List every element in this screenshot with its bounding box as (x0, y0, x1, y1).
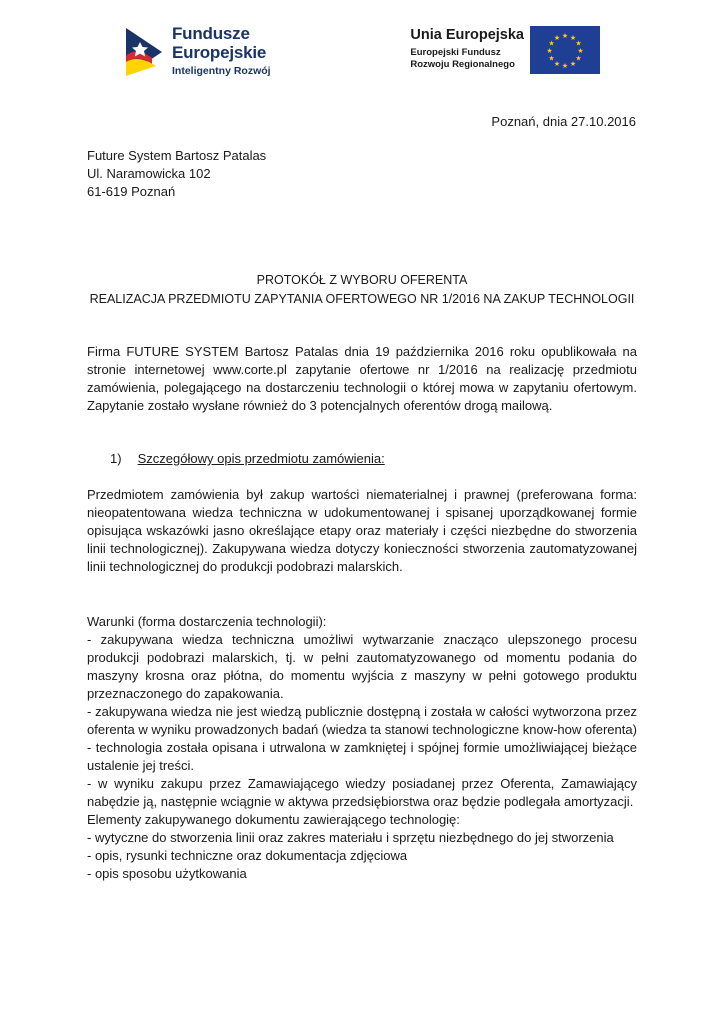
sender-address (87, 147, 266, 201)
intro-paragraph: Firma FUTURE SYSTEM Bartosz Patalas dnia 19 października 2016 roku opublikowała na stronie internetowej www.corte.pl zapytanie ofertowe nr 1/2016 na realizację przedmiotu zamówienia, polegającego na dostarczeniu technologii o której mowa w zapytaniu ofertowym. Zapytanie zostało wysłane również do 3 potencjalnych oferentów drogą mailową. (87, 344, 637, 413)
title-line2: REALIZACJA PRZEDMIOTU ZAPYTANIA OFERTOWEGO NR 1/2016 NA ZAKUP TECHNOLOGII (89, 292, 635, 306)
svg-text:★: ★ (577, 47, 584, 55)
fe-emblem-icon (122, 26, 166, 78)
svg-text:★: ★ (561, 62, 569, 70)
address-line3: 61-619 Poznań (87, 184, 176, 199)
svg-text:★: ★ (575, 39, 582, 48)
section-title: Szczegółowy opis przedmiotu zamówienia: (137, 451, 385, 466)
svg-text:★: ★ (553, 60, 561, 68)
title-line1: PROTOKÓŁ Z WYBORU OFERENTA (256, 273, 468, 287)
svg-text:★: ★ (575, 54, 582, 63)
fe-logo-line3: Inteligentny Rozwój (172, 65, 271, 77)
conditions-block (87, 613, 637, 883)
fe-logo-line1: Fundusze (172, 24, 250, 43)
eu-flag-icon (530, 26, 600, 74)
description-paragraph: Przedmiotem zamówienia był zakup wartości niematerialnej i prawnej (preferowana forma: nieopatentowana wiedza techniczna w udokumentowanej i spisanej uporządkowanej formie opisująca wskazówki jasno określające etapy oraz materiały i części niezbędne do stworzenia linii technologicznej). Zakupywana wiedza dotyczy konieczności stworzenia zautomatyzowanej linii technologicznej do produkcji podobrazi malarskich. (87, 487, 637, 574)
svg-text:★: ★ (569, 34, 577, 42)
svg-text:★: ★ (546, 47, 553, 55)
address-line2: Ul. Naramowicka 102 (87, 166, 211, 181)
conditions-heading: Warunki (forma dostarczenia technologii): (87, 614, 327, 629)
ue-logo-line1: Unia Europejska (410, 27, 524, 43)
condition-item: - technologia została opisana i utrwalona w zamkniętej i spójnej formie umożliwiającej bieżące ustalenie jej treści. (87, 740, 637, 773)
fundusze-europejskie-logo (122, 22, 282, 82)
element-item: - opis sposobu użytkowania (87, 866, 247, 881)
document-title (87, 271, 637, 309)
section-heading (110, 451, 385, 466)
svg-text:★: ★ (553, 34, 561, 42)
svg-text:★: ★ (548, 39, 555, 48)
address-line1: Future System Bartosz Patalas (87, 148, 267, 163)
fe-logo-line2: Europejskie (172, 43, 267, 62)
unia-europejska-logo (396, 26, 600, 78)
svg-text:★: ★ (561, 32, 569, 40)
element-item: - wytyczne do stworzenia linii oraz zakres materiału i sprzętu niezbędnego do jej stworzenia (87, 830, 614, 845)
condition-item: - w wyniku zakupu przez Zamawiającego wiedzy posiadanej przez Oferenta, Zamawiający nabędzie ją, następnie wciągnie w aktywa przedsiębiorstwa oraz będzie podlegała amortyzacji. (87, 776, 637, 809)
ue-logo-line3: Rozwoju Regionalnego (410, 59, 515, 70)
document-date: Poznań, dnia 27.10.2016 (491, 114, 636, 129)
ue-logo-line2: Europejski Fundusz (410, 46, 501, 58)
elements-heading: Elementy zakupywanego dokumentu zawierającego technologię: (87, 812, 460, 827)
section-number: 1) (110, 451, 122, 466)
svg-text:★: ★ (548, 54, 555, 63)
element-item: - opis, rysunki techniczne oraz dokumentacja zdjęciowa (87, 848, 408, 863)
condition-item: - zakupywana wiedza nie jest wiedzą publicznie dostępną i została w całości wytworzona przez oferenta w wyniku prowadzonych badań (wiedza ta stanowi technologiczne know-how oferenta) (87, 704, 637, 737)
svg-text:★: ★ (569, 60, 577, 68)
condition-item: - zakupywana wiedza techniczna umożliwi wytwarzanie znacząco ulepszonego procesu produkcji podobrazi malarskich, tj. w pełni zautomatyzowanego od momentu podania do maszyny krosna oraz płótna, do momentu wyjścia z maszyny w pełni gotowego produktu przeznaczonego do zapakowania. (87, 632, 637, 701)
